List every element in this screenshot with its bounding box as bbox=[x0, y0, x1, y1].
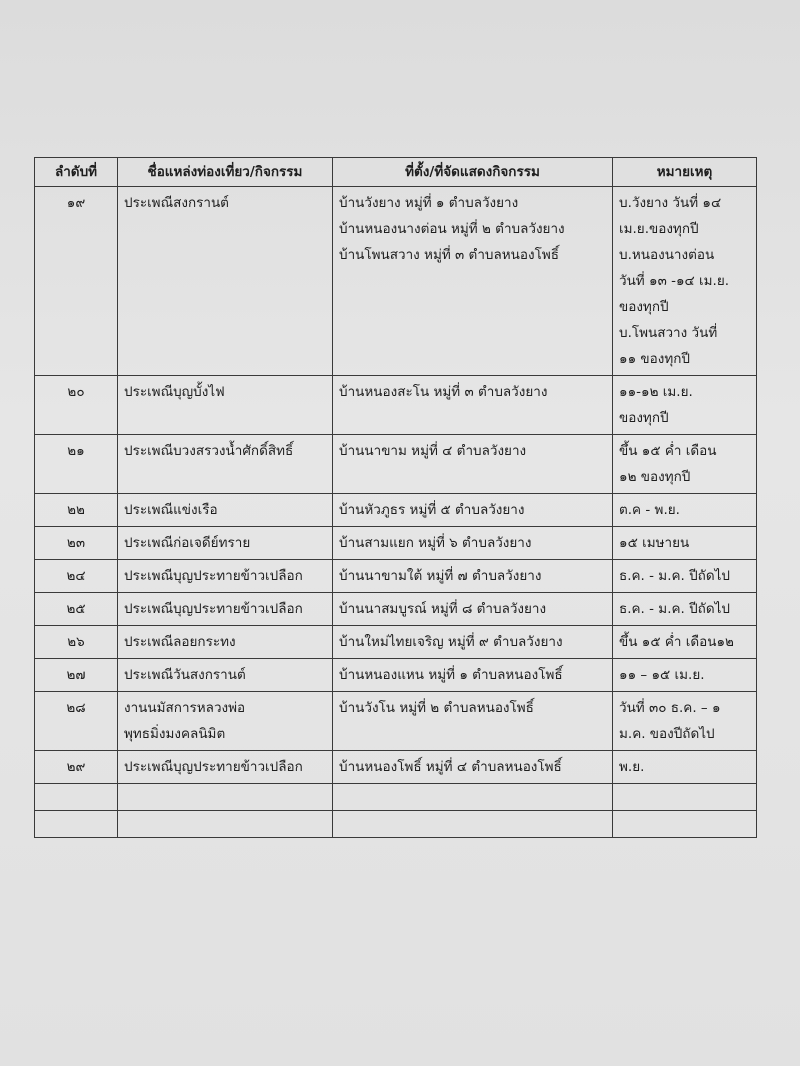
note-line: บ.วังยาง วันที่ ๑๔ bbox=[619, 195, 722, 211]
row-note bbox=[613, 435, 757, 494]
row-name bbox=[118, 692, 333, 751]
row-location bbox=[333, 626, 613, 659]
note-line: ๑๑ ของทุกปี bbox=[619, 351, 691, 367]
row-location bbox=[333, 435, 613, 494]
note-line: วันที่ ๑๓ -๑๔ เม.ย. bbox=[619, 273, 730, 289]
row-location bbox=[333, 187, 613, 376]
row-number: ๒๙ bbox=[35, 751, 118, 784]
note-line: ธ.ค. - ม.ค. ปีถัดไป bbox=[619, 601, 730, 617]
note-line: ๑๕ เมษายน bbox=[619, 535, 690, 551]
row-name bbox=[118, 593, 333, 626]
location-line: บ้านสามแยก หมู่ที่ ๖ ตำบลวังยาง bbox=[339, 535, 532, 551]
location-line: บ้านหัวภูธร หมู่ที่ ๕ ตำบลวังยาง bbox=[339, 502, 525, 518]
row-location bbox=[333, 692, 613, 751]
row-location bbox=[333, 527, 613, 560]
blank-cell bbox=[35, 811, 118, 838]
location-line: บ้านโพนสวาง หมู่ที่ ๓ ตำบลหนองโพธิ์ bbox=[339, 247, 559, 263]
note-line: บ.โพนสวาง วันที่ bbox=[619, 325, 718, 341]
header-name: ชื่อแหล่งท่องเที่ยว/กิจกรรม bbox=[118, 158, 333, 187]
blank-cell bbox=[613, 811, 757, 838]
note-line: ๑๒ ของทุกปี bbox=[619, 469, 691, 485]
note-line: บ.หนองนางต่อน bbox=[619, 247, 715, 263]
blank-cell bbox=[118, 811, 333, 838]
name-line: งานนมัสการหลวงพ่อ bbox=[124, 700, 246, 716]
note-line: เม.ย.ของทุกปี bbox=[619, 221, 699, 237]
row-note bbox=[613, 494, 757, 527]
row-number: ๒๑ bbox=[35, 435, 118, 494]
attractions-table bbox=[34, 157, 757, 838]
name-line: ประเพณีบุญประทายข้าวเปลือก bbox=[124, 568, 303, 584]
row-number: ๒๒ bbox=[35, 494, 118, 527]
location-line: บ้านหนองโพธิ์ หมู่ที่ ๔ ตำบลหนองโพธิ์ bbox=[339, 759, 562, 775]
row-name bbox=[118, 527, 333, 560]
name-line: ประเพณีสงกรานต์ bbox=[124, 195, 229, 211]
note-line: ขึ้น ๑๕ ค่ำ เดือน๑๒ bbox=[619, 634, 734, 650]
blank-cell bbox=[333, 784, 613, 811]
table-row bbox=[35, 751, 757, 784]
table-row bbox=[35, 187, 757, 376]
table-header-row bbox=[35, 158, 757, 187]
header-note: หมายเหตุ bbox=[613, 158, 757, 187]
row-name bbox=[118, 626, 333, 659]
location-line: บ้านวังยาง หมู่ที่ ๑ ตำบลวังยาง bbox=[339, 195, 519, 211]
blank-row bbox=[35, 811, 757, 838]
table-body bbox=[35, 187, 757, 838]
row-number: ๒๔ bbox=[35, 560, 118, 593]
row-location bbox=[333, 659, 613, 692]
blank-cell bbox=[333, 811, 613, 838]
table-row bbox=[35, 435, 757, 494]
row-number: ๑๙ bbox=[35, 187, 118, 376]
row-number: ๒๗ bbox=[35, 659, 118, 692]
name-line: ประเพณีวันสงกรานต์ bbox=[124, 667, 246, 683]
note-line: ม.ค. ของปีถัดไป bbox=[619, 726, 715, 742]
header-location: ที่ตั้ง/ที่จัดแสดงกิจกรรม bbox=[333, 158, 613, 187]
row-name bbox=[118, 560, 333, 593]
location-line: บ้านนาขามใต้ หมู่ที่ ๗ ตำบลวังยาง bbox=[339, 568, 542, 584]
name-line: ประเพณีบวงสรวงน้ำศักดิ์สิทธิ์ bbox=[124, 443, 294, 459]
row-location bbox=[333, 376, 613, 435]
location-line: บ้านหนองสะโน หมู่ที่ ๓ ตำบลวังยาง bbox=[339, 384, 548, 400]
blank-cell bbox=[35, 784, 118, 811]
note-line: พ.ย. bbox=[619, 759, 645, 775]
note-line: ของทุกปี bbox=[619, 299, 669, 315]
header-no: ลำดับที่ bbox=[35, 158, 118, 187]
location-line: บ้านหนองนางต่อน หมู่ที่ ๒ ตำบลวังยาง bbox=[339, 221, 565, 237]
blank-cell bbox=[118, 784, 333, 811]
row-number: ๒๕ bbox=[35, 593, 118, 626]
note-line: ของทุกปี bbox=[619, 410, 669, 426]
blank-row bbox=[35, 784, 757, 811]
table-row bbox=[35, 692, 757, 751]
row-note bbox=[613, 626, 757, 659]
name-line: ประเพณีบุญประทายข้าวเปลือก bbox=[124, 601, 303, 617]
location-line: บ้านนาสมบูรณ์ หมู่ที่ ๘ ตำบลวังยาง bbox=[339, 601, 547, 617]
row-note bbox=[613, 751, 757, 784]
table-row bbox=[35, 527, 757, 560]
blank-cell bbox=[613, 784, 757, 811]
row-location bbox=[333, 494, 613, 527]
row-note bbox=[613, 527, 757, 560]
row-note bbox=[613, 560, 757, 593]
location-line: บ้านหนองแหน หมู่ที่ ๑ ตำบลหนองโพธิ์ bbox=[339, 667, 563, 683]
note-line: ๑๑ – ๑๕ เม.ย. bbox=[619, 667, 705, 683]
row-name bbox=[118, 659, 333, 692]
row-number: ๒๓ bbox=[35, 527, 118, 560]
name-line: ประเพณีบุญบั้งไฟ bbox=[124, 384, 225, 400]
table-row bbox=[35, 626, 757, 659]
row-note bbox=[613, 593, 757, 626]
location-line: บ้านใหม่ไทยเจริญ หมู่ที่ ๙ ตำบลวังยาง bbox=[339, 634, 563, 650]
row-location bbox=[333, 751, 613, 784]
row-note bbox=[613, 659, 757, 692]
table-row bbox=[35, 376, 757, 435]
row-name bbox=[118, 494, 333, 527]
note-line: ธ.ค. - ม.ค. ปีถัดไป bbox=[619, 568, 730, 584]
row-location bbox=[333, 560, 613, 593]
table-row bbox=[35, 593, 757, 626]
row-name bbox=[118, 751, 333, 784]
note-line: ต.ค - พ.ย. bbox=[619, 502, 680, 518]
name-line: ประเพณีก่อเจดีย์ทราย bbox=[124, 535, 251, 551]
name-line: พุทธมิ่งมงคลนิมิต bbox=[124, 726, 226, 742]
location-line: บ้านนาขาม หมู่ที่ ๔ ตำบลวังยาง bbox=[339, 443, 527, 459]
name-line: ประเพณีลอยกระทง bbox=[124, 634, 236, 650]
note-line: ขึ้น ๑๕ ค่ำ เดือน bbox=[619, 443, 717, 459]
row-name bbox=[118, 187, 333, 376]
table-row bbox=[35, 494, 757, 527]
name-line: ประเพณีแข่งเรือ bbox=[124, 502, 218, 518]
row-location bbox=[333, 593, 613, 626]
table-row bbox=[35, 659, 757, 692]
location-line: บ้านวังโน หมู่ที่ ๒ ตำบลหนองโพธิ์ bbox=[339, 700, 534, 716]
row-name bbox=[118, 435, 333, 494]
note-line: วันที่ ๓๐ ธ.ค. – ๑ bbox=[619, 700, 721, 716]
name-line: ประเพณีบุญประทายข้าวเปลือก bbox=[124, 759, 303, 775]
row-number: ๒๐ bbox=[35, 376, 118, 435]
row-number: ๒๘ bbox=[35, 692, 118, 751]
note-line: ๑๑-๑๒ เม.ย. bbox=[619, 384, 693, 400]
row-note bbox=[613, 692, 757, 751]
row-number: ๒๖ bbox=[35, 626, 118, 659]
table-row bbox=[35, 560, 757, 593]
row-note bbox=[613, 187, 757, 376]
row-name bbox=[118, 376, 333, 435]
row-note bbox=[613, 376, 757, 435]
